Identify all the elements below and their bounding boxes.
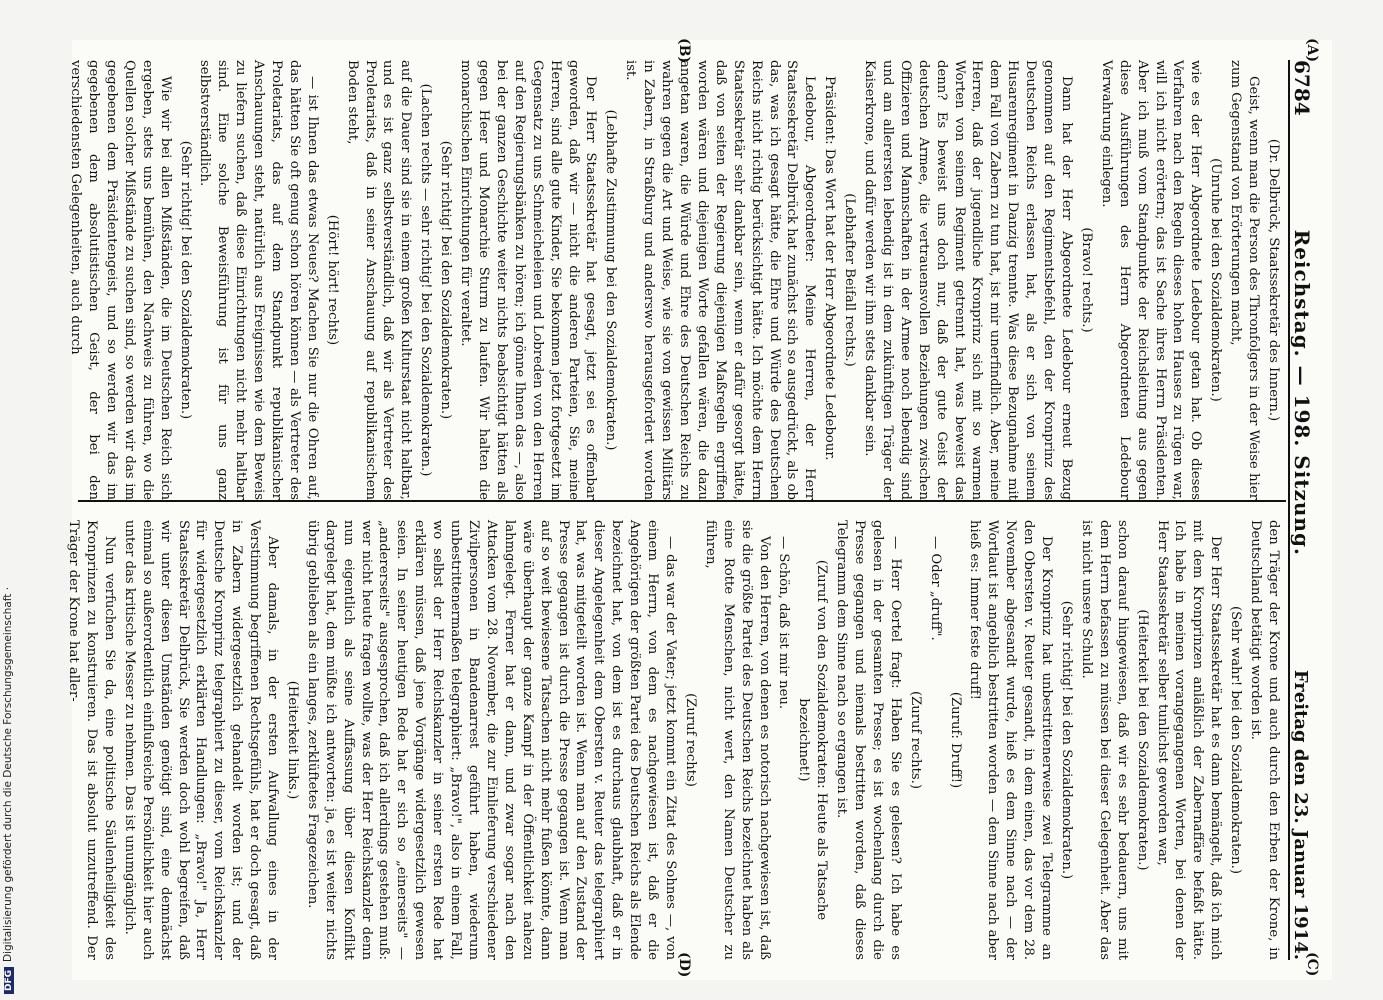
interjection: (Lebhafter Beifall rechts.) (842, 193, 858, 367)
interjection: (Unruhe bei den Sozialdemokraten.) (1208, 158, 1224, 402)
paragraph: Dann hat der Herr Abgeordnete Ledebour erneut Bezug genommen auf den Regimentsbefehl, den der Kronprinz des Deutschen Reichs erlassen hat, als er sich von seinem Husarenregiment in Danzig trennte. Was diese Bezugnahme mit dem Fall von Zabern zu tun hat, ist mir unerfindlich. Aber, meine Herren, daß der jugendliche Kronprinz sich mit so warmen Worten von seinem Regiment getrennt hat, was beweist das denn? Es beweist uns doch nur, daß der gute Geist der deutschen Armee, die vertrauensvollen Beziehungen zwischen Offizieren und Mannschaften in der Armee noch lebendig sind und am allerersten lebendig ist in dem zukünftigen Träger der Kaiserkrone, und dafür werden wir ihm stets dankbar sein. (862, 60, 1075, 500)
paragraph: Von den Herren, von denen es notorisch nachgewiesen ist, daß sie die größte Partei des Deutschen Reichs bezeichnet haben als eine Rotte Menschen, nicht wert, den Namen Deutscher zu führen, (702, 520, 772, 960)
paragraph: Der Herr Staatssekretär hat es dann bemängelt, daß ich mich mit dem Kronprinzen anläßlich der Zabernaffäre befaßt hätte. Ich habe in meinen vorangegangenen Worten, bei denen der Herr Staatssekretär selber tunlichst geworden war, (1154, 520, 1224, 960)
margin-marker-b: (B) (676, 38, 692, 64)
dfg-logo: DFG (4, 967, 14, 994)
right-text-column (66, 520, 1282, 960)
interjection: (Heiterkeit bei den Sozialdemokraten.) (1134, 609, 1150, 871)
paragraph: Wie wir bei allen Mißständen, die im Deutschen Reich sich ergeben, stets uns bemühen, den Nachweis zu führen, wo die Quellen solcher Mißstände zu suchen sind, so werden wir das im gegebenen dem Präsidentengeist, und so werden wir das im gegebenen dem absolutistischen Geist, der bei den verschiedensten Gelegenheiten, auch durch (68, 60, 173, 500)
paragraph: Der Kronprinz hat unbestrittenerweise zwei Telegramme an den Obersten v. Reuter gesandt, in dem einen, das vor dem 28. November abgesandt wurde, hieß es dem Sinne nach — der Wortlaut ist angeblich bestritten worden — dem Sinne nach aber hieß es: Immer feste druff! (967, 520, 1055, 960)
paragraph: schon darauf hingewiesen, daß wir es sehr bedauern, uns mit dem Herrn befassen zu müssen bei dieser Gelegenheit. Aber das ist nicht unsere Schuld. (1078, 520, 1130, 960)
paragraph: auf die Dauer sind sie in einem großen Kulturstaat nicht haltbar, und es ist ganz selbstverständlich, daß wir als Vertreter des Proletariats, daß in seiner Anschauung auf republikanischem Boden steht, (344, 60, 414, 500)
paragraph: den Träger der Krone und auch durch den Erben der Krone, in Deutschland betätigt worden ist. (1248, 520, 1281, 960)
paragraph: — Oder „druff". (927, 536, 943, 641)
header-title: Reichstag. — 198. Sitzung. (1290, 229, 1314, 556)
margin-marker-a: (A) (1304, 38, 1320, 63)
digitization-credit-text: Digitalisierung gefördert durch die Deutsche Forschungsgemeinschaft · (2, 586, 14, 962)
paragraph: wie es der Herr Abgeordnete Ledebour getan hat. Ob dieses Verfahren nach den Regeln dieses hohen Hauses zu rügen war, will ich nicht erörtern; das ist Sache ihres Herrn Präsidenten. Aber ich muß vom Standpunkte der Reichsleitung aus gegen diese Ausführungen des Herrn Abgeordneten Ledebour Verwahrung einlegen. (1098, 60, 1204, 500)
paragraph: Der Herr Staatssekretär hat gesagt, jetzt sei es offenbar geworden, daß wir — nicht die anderen Parteien, Sie, meine Herren, sind alle gute Kinder, Sie bekommen jetzt fortgesetzt im Gegensatz zu uns Schmeicheleien und Lobreden von den Herren auf den Regierungsbänken zu hören; ich gönne Ihnen das —, also bei der ganzen Geschichte weiter nichts beabsichtigt hätten als gegen Heer und Monarchie Sturm zu laufen. Wir halten die monarchischen Einrichtungen für veraltet. (458, 60, 599, 500)
paragraph: — Herr Oertel fragt: Haben Sie es gelesen? Ich habe es gelesen in der gesamten Presse; es ist wochenlang durch die Presse gegangen und niemals bestritten worden, daß dieses Telegramm dem Sinne nach so ergangen ist. (834, 520, 903, 960)
paragraph: — das war der Vater; jetzt kommt ein Zitat des Sohnes —, von einem Herrn, von dem es nachgewiesen ist, daß er die Angehörigen der größten Partei des Deutschen Reichs als Elende bezeichnet hat, von dem ist es durchaus glaubhaft, daß er in dieser Angelegenheit dem Obersten v. Reuter das telegraphiert hat, was mitgeteilt worden ist. Wenn man auf den Zustand der Presse gegangen ist durch die Presse gegangen ist. Wenn man auf so weit bewiesene Tatsachen nicht mehr fußen könnte, dann wäre überhaupt der ganze Kampf in der Öffentlichkeit nahezu lahmgelegt. Ferner hat er dann, und zwar sogar nach den Attacken vom 28. November, die zur Einlieferung verschiedener Zivilpersonen in Bandenarrest geführt haben, wiederum unbestrittenermaßen telegraphiert: „Bravo!", also in einem Fall, wo selbst der Herr Reichskanzler in seiner ersten Rede hat erklären müssen, daß jene Vorgänge widergesetzlich gewesen seien. In seiner heutigen Rede hat er sich so „einerseits" — „andererseits" ausgesprochen, daß ich allerdings gestehen muß: wer nicht heute fragen wollte, was der Herr Reichskanzler denn nun eigentlich als seine Auffassung über diesen Konflikt dargelegt hat, dem müßte ich antworten: ja, es ist weiter nichts übrig geblieben als ein langes, zerklüftetes Fragezeichen. (304, 520, 678, 960)
interjection: (Sehr richtig! bei den Sozialdemokraten.) (177, 140, 193, 420)
paragraph: Geist, wenn man die Person des Thronfolgers in der Weise hier zum Gegenstand von Erörterungen macht, (1228, 60, 1262, 500)
paragraph: Ledebour, Abgeordneter: Meine Herren, der Herr Staatssekretär Delbrück hat zunächst sich so ausgedrückt, als ob das, was ich gesagt hätte, die Ehre und Würde des Deutschen Reichs nicht richtig berücksichtigt hätte. Ich möchte dem Herrn Staatssekretär sehr dankbar sein, wenn er dafür gesorgt hätte, daß von seiten der Regierung diejenigen Maßregeln ergriffen worden wären und diejenigen Worte gefallen wären, die dazu angetan waren, die Würde und Ehre des Deutschen Reichs zu wahren gegen die Art und Weise, wie sie von gewissen Militärs in Zabern, in Straßburg und anderswo herausgefordert worden ist. (623, 60, 818, 500)
interjection: (Heiterkeit links.) (284, 680, 300, 800)
interjection: (Hört! hört! rechts) (324, 214, 340, 346)
interjection: (Lachen rechts — sehr richtig! bei den Sozialdemokraten.) (418, 83, 434, 477)
page-header (1288, 60, 1324, 960)
interjection: (Sehr richtig! bei den Sozialdemokraten.) (438, 140, 454, 420)
interjection: (Zuruf rechts) (682, 693, 698, 787)
paragraph: Aber damals, in der ersten Aufwallung eines in der Verstimmung begriffenen Rechtsgefühls, hat er doch gesagt, daß in Zabern widergesetzlich gehandelt worden ist; und der Deutsche Kronprinz telegraphiert zu dieser, vom Reichskanzler für widergesetzlich erklärten Handlungen: „Bravo!" Ja, Herr Staatssekretär Delbrück, Sie werden doch wohl begreifen, daß wir unter diesen Umständen genötigt sind, eine demnächst einmal so außerordentlich einflußreiche Persönlichkeit hier auch unter das kritische Messer zu nehmen. Das ist unumgänglich. (121, 520, 281, 960)
interjection: (Zuruf von den Sozialdemokraten: Heute als Tatsache bezeichnet!) (796, 559, 830, 921)
interjection: (Sehr richtig! bei den Sozialdemokraten.) (1059, 600, 1075, 880)
paragraph: Präsident: Das Wort hat der Herr Abgeordnete Ledebour. (822, 76, 838, 461)
speaker-note: (Dr. Delbrück, Staatssekretär des Innern.) (1266, 138, 1281, 422)
interjection: (Zuruf rechts.) (907, 690, 923, 790)
interjection: (Bravo! rechts.) (1078, 227, 1094, 333)
header-date: Freitag den 23. Januar 1914. (1290, 669, 1311, 960)
margin-marker-c: (C) (1304, 952, 1320, 977)
left-text-column (68, 60, 1282, 500)
interjection: (Zuruf: Druff!) (947, 691, 963, 789)
interjection: (Sehr wahr! bei den Sozialdemokraten.) (1228, 606, 1244, 874)
margin-marker-d: (D) (676, 952, 692, 978)
newspaper-page (66, 38, 1332, 980)
digitization-credit (2, 0, 18, 994)
page-number: 6784 (1290, 60, 1314, 116)
paragraph: — Schön, daß ist mir neu. (776, 536, 792, 710)
interjection: (Lebhafte Zustimmung bei den Sozialdemokraten.) (603, 109, 619, 451)
paragraph: Nun verfuchen Sie da, eine politische Säulenheiligkeit des Kronprinzen zu konstruieren. Das ist absolut unzutreffend. Der Träger der Krone hat aller- (66, 520, 117, 960)
column-divider (78, 500, 1286, 502)
paragraph: — ist Ihnen das etwas Neues? Machen Sie nur die Ohren auf, das hätten Sie oft genug schon hören können — als Vertreter des Proletariats, das auf dem Standpunkt republikanischer Anschauungen steht, natürlich aus Ereignissen wie dem Beweis zu liefern suchen, daß diese Einrichtungen nicht mehr haltbar sind. Eine solche Beweisführung ist für uns ganz selbstverständlich. (197, 60, 320, 500)
